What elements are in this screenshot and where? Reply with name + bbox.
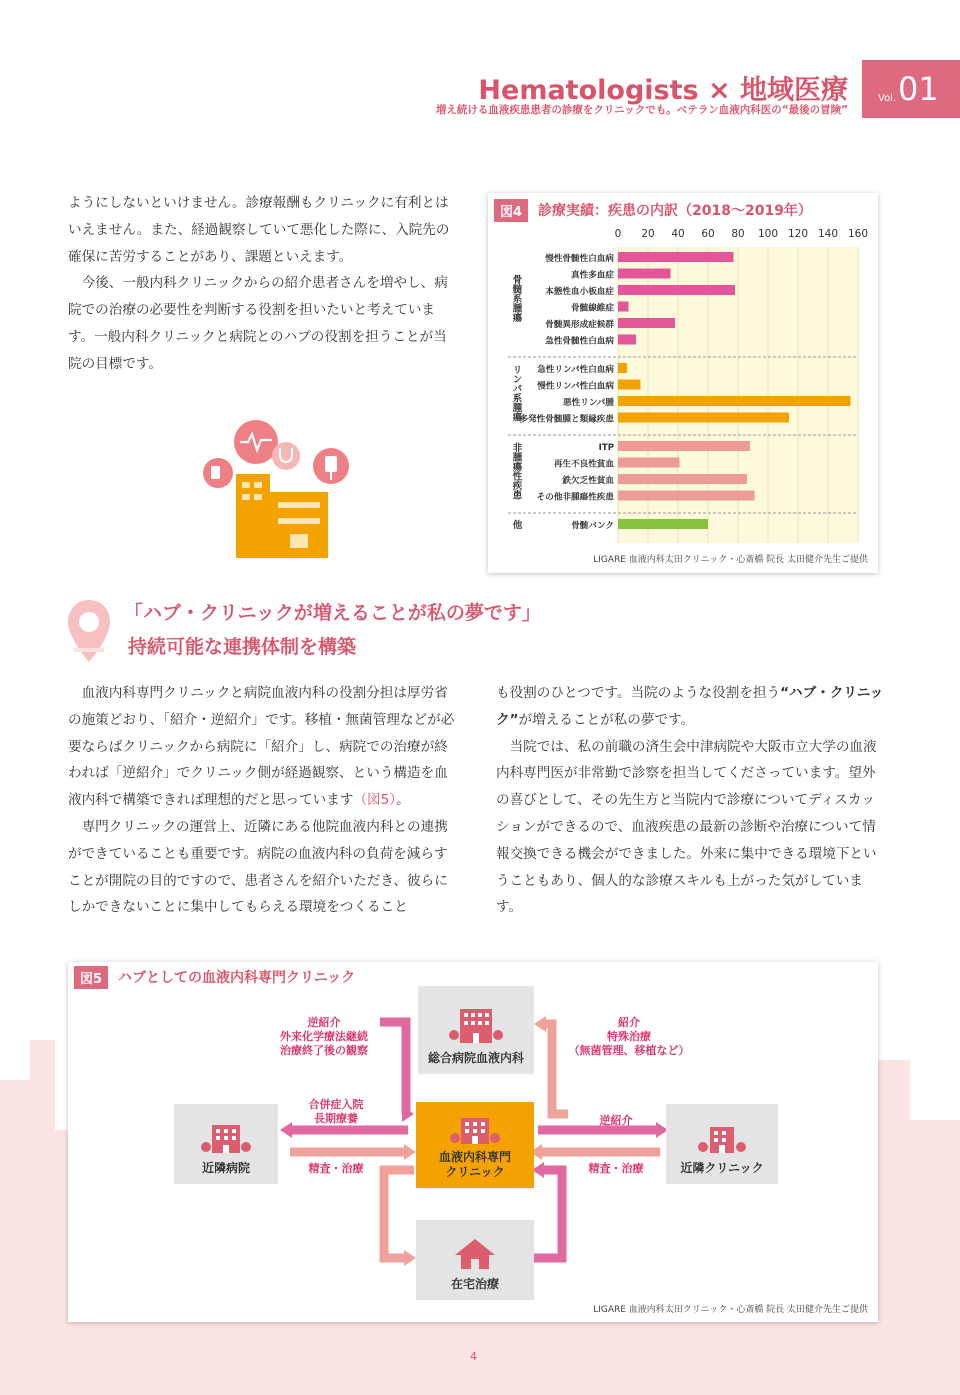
body-text-left — [68, 680, 460, 921]
category-label: 鉄欠乏性貧血 — [562, 476, 614, 486]
disease-breakdown-chart — [488, 193, 878, 573]
house-icon — [451, 1237, 499, 1271]
flow-label-exam-right: 精査・治療 — [588, 1162, 644, 1175]
flow-label-referral: 紹介 特殊治療 （無菌管理、移植など） — [568, 1016, 690, 1057]
node-label: 血液内科専門 クリニック — [438, 1150, 511, 1179]
bar — [618, 285, 735, 295]
category-label: ITP — [598, 443, 614, 453]
section-heading-line1: 「ハブ・クリニックが増えることが私の夢です」 — [124, 602, 541, 624]
bar — [618, 458, 680, 468]
x-tick-label: 120 — [787, 228, 809, 240]
category-label: 急性リンパ性白血病 — [537, 365, 614, 375]
group-label: 骨髄系腫瘍 — [510, 274, 522, 323]
bar — [618, 380, 641, 390]
x-tick-label: 20 — [641, 228, 655, 240]
figure-5-title: ハブとしての血液内科専門クリニック — [118, 970, 356, 986]
text-run: 。 — [396, 792, 410, 809]
x-tick-label: 100 — [757, 228, 779, 240]
general-hospital-node — [418, 986, 534, 1074]
clinic-icon — [694, 1121, 750, 1155]
category-label: 急性骨髄性白血病 — [545, 336, 614, 347]
clinic-illustration — [196, 418, 356, 558]
bar — [618, 335, 636, 345]
section-heading-line2: 持続可能な連携体制を構築 — [128, 636, 357, 658]
body-text-top — [68, 190, 460, 378]
neighbor-clinic-node — [666, 1104, 778, 1184]
x-tick-label: 140 — [817, 228, 839, 240]
bar — [618, 363, 627, 373]
x-tick-label: 0 — [614, 228, 622, 240]
figure-5-tag: 図5 — [74, 966, 108, 989]
header-subtitle: 増え続ける血液疾患患者の診療をクリニックでも。ベテラン血液内科医の“最後の冒険” — [435, 104, 848, 116]
node-label: 近隣病院 — [201, 1161, 250, 1175]
figure-5-credit: LIGARE 血液内科太田クリニック・心斎橋 院長 太田健介先生ご提供 — [593, 1305, 868, 1315]
figure-4 — [488, 193, 878, 573]
bar — [618, 396, 851, 406]
clinic-icon — [447, 1114, 503, 1146]
flow-label-exam-left: 精査・治療 — [308, 1162, 364, 1175]
body-paragraph: 今後、一般内科クリニックからの紹介患者さんを増やし、病院での治療の必要性を判断する役割を担いたいと考えています。一般内科クリニックと病院とのハブの役割を担うことが当院の目標です。 — [68, 275, 448, 372]
category-label: 悪性リンパ腫 — [563, 398, 614, 408]
bar — [618, 302, 629, 312]
volume-prefix: Vol. — [878, 93, 897, 104]
x-tick-label: 160 — [847, 228, 869, 240]
body-paragraph: 専門クリニックの運営上、近隣にある他院血液内科との連携ができていることも重要です。病院の血液内科の負荷を減らすことが開院の目的ですので、患者さんを紹介いただき、彼らにしかできないことに集中してもらえる環境をつくること — [68, 818, 448, 916]
body-text-right — [496, 680, 888, 921]
home-care-node — [416, 1220, 534, 1300]
flow-label-reverse-referral: 逆紹介 外来化学療法継続 治療終了後の観察 — [280, 1016, 368, 1057]
node-label: 在宅治療 — [450, 1277, 499, 1291]
figure-4-credit: LIGARE 血液内科太田クリニック・心斎橋 院長 太田健介先生ご提供 — [593, 555, 868, 565]
bar — [618, 441, 750, 451]
hospital-icon — [446, 1005, 506, 1045]
text-emphasis: “ハブ・クリニック” — [496, 685, 884, 728]
body-paragraph — [68, 680, 460, 814]
volume-number: 01 — [898, 70, 939, 108]
text-run: 血液内科専門クリニックと病院血液内科の役割分担は厚労省の施策どおり、「紹介・逆紹介」です。移植・無菌管理などが必要ならばクリニックから病院に「紹介」し、病院での治療が終われば「逆紹介」でクリニック側が経過観察、という構造を血液内科で構築できれば理想的だと思っています — [68, 685, 455, 809]
category-label: 本態性血小板血症 — [545, 287, 614, 297]
page-number: 4 — [470, 1350, 477, 1363]
body-paragraph: ようにしないといけません。診療報酬もクリニックに有利とはいえません。また、経過観察していて悪化した際に、入院先の確保に苦労することがあり、課題といえます。 — [68, 195, 450, 265]
flow-label-reverse-referral-right: 逆紹介 — [599, 1114, 633, 1127]
neighbor-hospital-node — [174, 1104, 278, 1184]
bar — [618, 269, 671, 279]
hub-clinic-node — [416, 1102, 534, 1188]
bar — [618, 519, 708, 529]
header-title: Hematologists × 地域医療 — [478, 75, 848, 106]
volume-badge — [862, 60, 960, 118]
category-label: 再生不良性貧血 — [553, 459, 614, 470]
category-label: 慢性骨髄性白血病 — [545, 254, 614, 264]
group-label: 他 — [510, 519, 522, 529]
category-label: 骨髄異形成症候群 — [545, 320, 614, 330]
bar — [618, 252, 734, 262]
category-label: 多発性骨髄腫と類縁疾患 — [519, 414, 614, 425]
group-label: 非腫瘍性疾患 — [510, 442, 522, 500]
category-label: 慢性リンパ性白血病 — [537, 381, 614, 392]
bar — [618, 318, 675, 328]
bar — [618, 474, 747, 484]
node-label: 近隣クリニック — [680, 1161, 764, 1175]
x-tick-label: 40 — [671, 228, 685, 240]
text-run: が増えることが私の夢です。 — [518, 711, 695, 728]
node-label: 総合病院血液内科 — [427, 1051, 524, 1065]
figure-4-tag: 図4 — [494, 199, 528, 222]
category-label: その他非腫瘍性疾患 — [536, 492, 614, 503]
x-tick-label: 60 — [701, 228, 715, 240]
category-label: 骨髄線維症 — [571, 303, 614, 314]
location-pin-icon — [66, 598, 112, 664]
body-paragraph — [496, 680, 888, 734]
group-label: リンパ系腫瘍 — [510, 364, 522, 422]
x-tick-label: 80 — [731, 228, 745, 240]
flow-label-complication: 合併症入院 長期療養 — [308, 1098, 364, 1125]
figure-5 — [68, 962, 878, 1322]
text-run: も役割のひとつです。当院のような役割を担う — [496, 685, 781, 701]
category-label: 骨髄バンク — [571, 521, 614, 531]
bar — [618, 413, 789, 423]
hospital-icon — [198, 1121, 254, 1155]
figure-4-title: 診療実績：疾患の内訳（2018～2019年） — [538, 203, 812, 219]
bar — [618, 491, 755, 501]
category-label: 真性多血症 — [571, 270, 614, 281]
figure-5-reference-link[interactable]: （図5） — [353, 792, 397, 809]
body-paragraph: 当院では、私の前職の済生会中津病院や大阪市立大学の血液内科専門医が非常勤で診察を担当してくださっています。望外の喜びとして、その先生方と当院内で診療についてディスカッションができるので、血液疾患の最新の診断や治療について情報交換できる機会ができました。外来に集中できる環境下ということもあり、個人的な診療スキルも上がった気がしています。 — [496, 738, 877, 916]
